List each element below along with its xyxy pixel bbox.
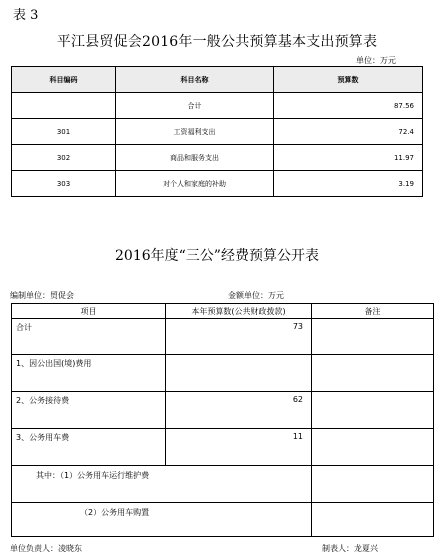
- table-number-label: 表 3: [13, 8, 39, 23]
- footer-preparer: 制表人：龙夏兴: [322, 544, 378, 553]
- cell-note: [312, 392, 434, 429]
- cell-item: 其中：（1）公务用车运行维护费: [12, 466, 312, 503]
- cell-amount: 87.56: [274, 93, 423, 119]
- table-row: [12, 355, 434, 392]
- cell-name: 合计: [116, 93, 274, 119]
- cell-item: 1、因公出国(境)费用: [12, 355, 166, 392]
- cell-name: 工资福利支出: [116, 119, 274, 145]
- cell-item: 3、公务用车费: [12, 429, 166, 466]
- cell-amount: 11.97: [274, 145, 423, 171]
- header-budget: 本年预算数(公共财政拨款): [166, 304, 312, 319]
- header-name: 科目名称: [116, 67, 274, 93]
- expenditure-table: [11, 66, 423, 197]
- unit-label: 单位：万元: [356, 56, 396, 65]
- cell-amount: 73: [166, 319, 312, 355]
- table-row: [12, 171, 423, 197]
- table-row: [12, 93, 423, 119]
- org-label: 编制单位：贸促会: [10, 291, 74, 300]
- cell-code: 301: [12, 119, 116, 145]
- cell-amount: [166, 355, 312, 392]
- cell-amount: 72.4: [274, 119, 423, 145]
- cell-code: 302: [12, 145, 116, 171]
- cell-item: （2）公务用车购置: [12, 503, 312, 537]
- three-public-expenses-table: [11, 303, 434, 537]
- cell-item: 合计: [12, 319, 166, 355]
- cell-name: 对个人和家庭的补助: [116, 171, 274, 197]
- table-row: [12, 503, 434, 537]
- table-header-row: [12, 67, 423, 93]
- cell-note: [312, 355, 434, 392]
- table-row: [12, 429, 434, 466]
- cell-amount: 62: [166, 392, 312, 429]
- cell-note: [312, 319, 434, 355]
- table-header-row: [12, 304, 434, 319]
- table-row: [12, 145, 423, 171]
- header-note: 备注: [312, 304, 434, 319]
- header-code: 科目编码: [12, 67, 116, 93]
- section-title: 2016年度“三公”经费预算公开表: [115, 248, 319, 264]
- footer-responsible: 单位负责人：凌晓东: [10, 544, 82, 553]
- table-row: [12, 392, 434, 429]
- page-title: 平江县贸促会2016年一般公共预算基本支出预算表: [56, 34, 378, 50]
- cell-note: [312, 503, 434, 537]
- money-unit-label: 金额单位：万元: [228, 291, 284, 300]
- cell-amount: 11: [166, 429, 312, 466]
- cell-code: 303: [12, 171, 116, 197]
- header-item: 项目: [12, 304, 166, 319]
- cell-note: [312, 429, 434, 466]
- cell-note: [312, 466, 434, 503]
- cell-code: [12, 93, 116, 119]
- cell-name: 商品和服务支出: [116, 145, 274, 171]
- table-row: [12, 466, 434, 503]
- table-row: [12, 319, 434, 355]
- cell-amount: 3.19: [274, 171, 423, 197]
- header-amount: 预算数: [274, 67, 423, 93]
- cell-item: 2、公务接待费: [12, 392, 166, 429]
- table-row: [12, 119, 423, 145]
